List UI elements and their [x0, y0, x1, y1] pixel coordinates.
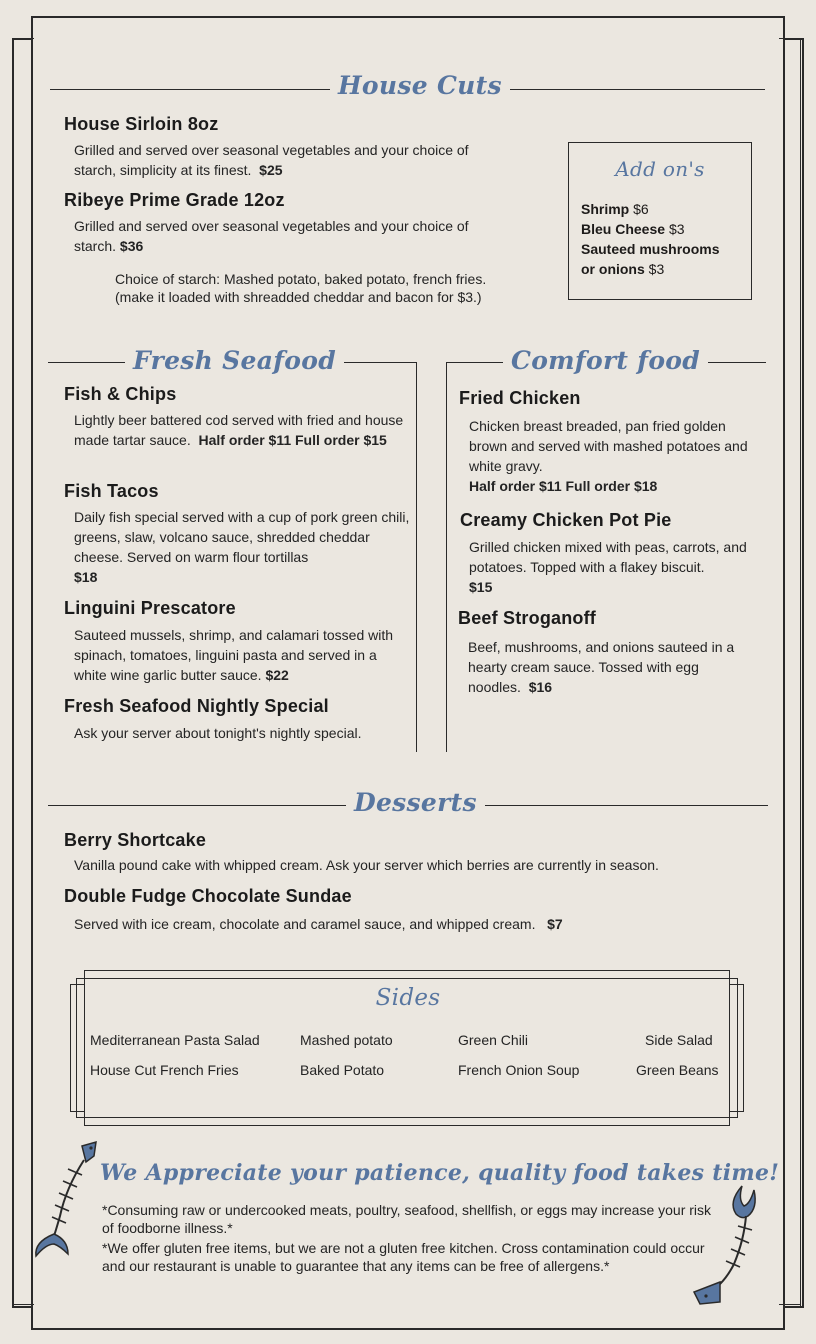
menu-item-price: $16: [528, 679, 553, 695]
add-ons-box: [568, 142, 752, 300]
desserts-title: Desserts: [346, 788, 485, 817]
menu-item-price: $7: [547, 916, 563, 932]
fish-skeleton-icon: [690, 1184, 762, 1308]
sides-title: Sides: [375, 985, 441, 1011]
menu-item-name: Fish & Chips: [64, 384, 177, 404]
add-on-item: Shrimp $6: [581, 201, 649, 217]
menu-item-desc: Daily fish special served with a cup of pork green chili, greens, slaw, volcano sauce, shredded cheddar cheese. Served on warm flour tortillas $18: [74, 509, 410, 585]
menu-item-name: Creamy Chicken Pot Pie: [460, 510, 672, 530]
menu-item-name: Fried Chicken: [459, 388, 581, 408]
add-on-item: Bleu Cheese $3: [581, 221, 685, 237]
tagline: We Appreciate your patience, quality food takes time!: [100, 1160, 780, 1186]
menu-item-name: Fresh Seafood Nightly Special: [64, 696, 329, 716]
side-item: House Cut French Fries: [90, 1062, 239, 1078]
add-ons-title: Add on's: [615, 157, 705, 181]
food-safety-notice: *Consuming raw or undercooked meats, poultry, seafood, shellfish, or eggs may increase your risk of foodborne illness.*: [102, 1202, 712, 1236]
side-item: Side Salad: [645, 1032, 713, 1048]
menu-item-desc: Beef, mushrooms, and onions sauteed in a hearty cream sauce. Tossed with egg noodles. $16: [468, 639, 735, 695]
menu-item-desc: Served with ice cream, chocolate and caramel sauce, and whipped cream. $7: [74, 916, 563, 932]
menu-item-desc: Chicken breast breaded, pan fried golden brown and served with mashed potatoes and white gravy. Half order $11 Full order $18: [469, 418, 748, 494]
add-on-item: Sauteed mushrooms: [581, 241, 720, 257]
menu-item-desc: Grilled and served over seasonal vegetables and your choice of starch, simplicity at its finest. $25: [74, 142, 469, 178]
side-item: Mediterranean Pasta Salad: [90, 1032, 260, 1048]
menu-item-name: Beef Stroganoff: [458, 608, 596, 628]
menu-item-name: Double Fudge Chocolate Sundae: [64, 886, 352, 906]
menu-item-desc: Ask your server about tonight's nightly special.: [74, 725, 362, 741]
side-item: French Onion Soup: [458, 1062, 580, 1078]
menu-item-price: $25: [259, 162, 283, 178]
menu-item-desc: Lightly beer battered cod served with fried and house made tartar sauce. Half order $11 Full order $15: [74, 412, 404, 448]
menu-item-name: House Sirloin 8oz: [64, 114, 219, 134]
menu-item-price: Half order $11 Full order $15: [198, 432, 387, 448]
menu-item-price: Half order $11 Full order $18: [469, 478, 658, 494]
seafood-title: Fresh Seafood: [125, 346, 344, 375]
menu-item-desc: Sauteed mussels, shrimp, and calamari tossed with spinach, tomatoes, linguini pasta and served in a white wine garlic butter sauce. $22: [74, 627, 394, 683]
side-item: Baked Potato: [300, 1062, 385, 1078]
side-item: Green Beans: [636, 1062, 719, 1078]
comfort-food-title: Comfort food: [503, 346, 708, 375]
menu-item-price: $15: [469, 579, 493, 595]
menu-item-price: $22: [265, 667, 289, 683]
allergen-notice: *We offer gluten free items, but we are not a gluten free kitchen. Cross contamination could occur and our restaurant is unable to guarantee that any items can be free of allergens.*: [102, 1240, 705, 1274]
menu-item-name: Fish Tacos: [64, 481, 159, 501]
menu-item-name: Ribeye Prime Grade 12oz: [64, 190, 285, 210]
house-cuts-title: House Cuts: [330, 71, 510, 100]
side-item: Green Chili: [458, 1032, 529, 1048]
menu-item-price: $18: [74, 569, 98, 585]
menu-item-desc: Grilled chicken mixed with peas, carrots, and potatoes. Topped with a flakey biscuit. $15: [469, 539, 747, 595]
menu-item-desc: Grilled and served over seasonal vegetables and your choice of starch. $36: [74, 218, 469, 254]
fish-skeleton-icon: [30, 1138, 102, 1262]
add-on-item: or onions $3: [581, 261, 665, 277]
menu-item-desc: Vanilla pound cake with whipped cream. Ask your server which berries are currently in season.: [74, 857, 659, 873]
menu-item-price: $36: [119, 238, 144, 254]
side-item: Mashed potato: [300, 1032, 393, 1048]
menu-item-name: Linguini Prescatore: [64, 598, 236, 618]
menu-item-name: Berry Shortcake: [64, 830, 207, 850]
starch-note: Choice of starch: Mashed potato, baked potato, french fries. (make it loaded with shreadded cheddar and bacon for $3.): [115, 271, 487, 305]
